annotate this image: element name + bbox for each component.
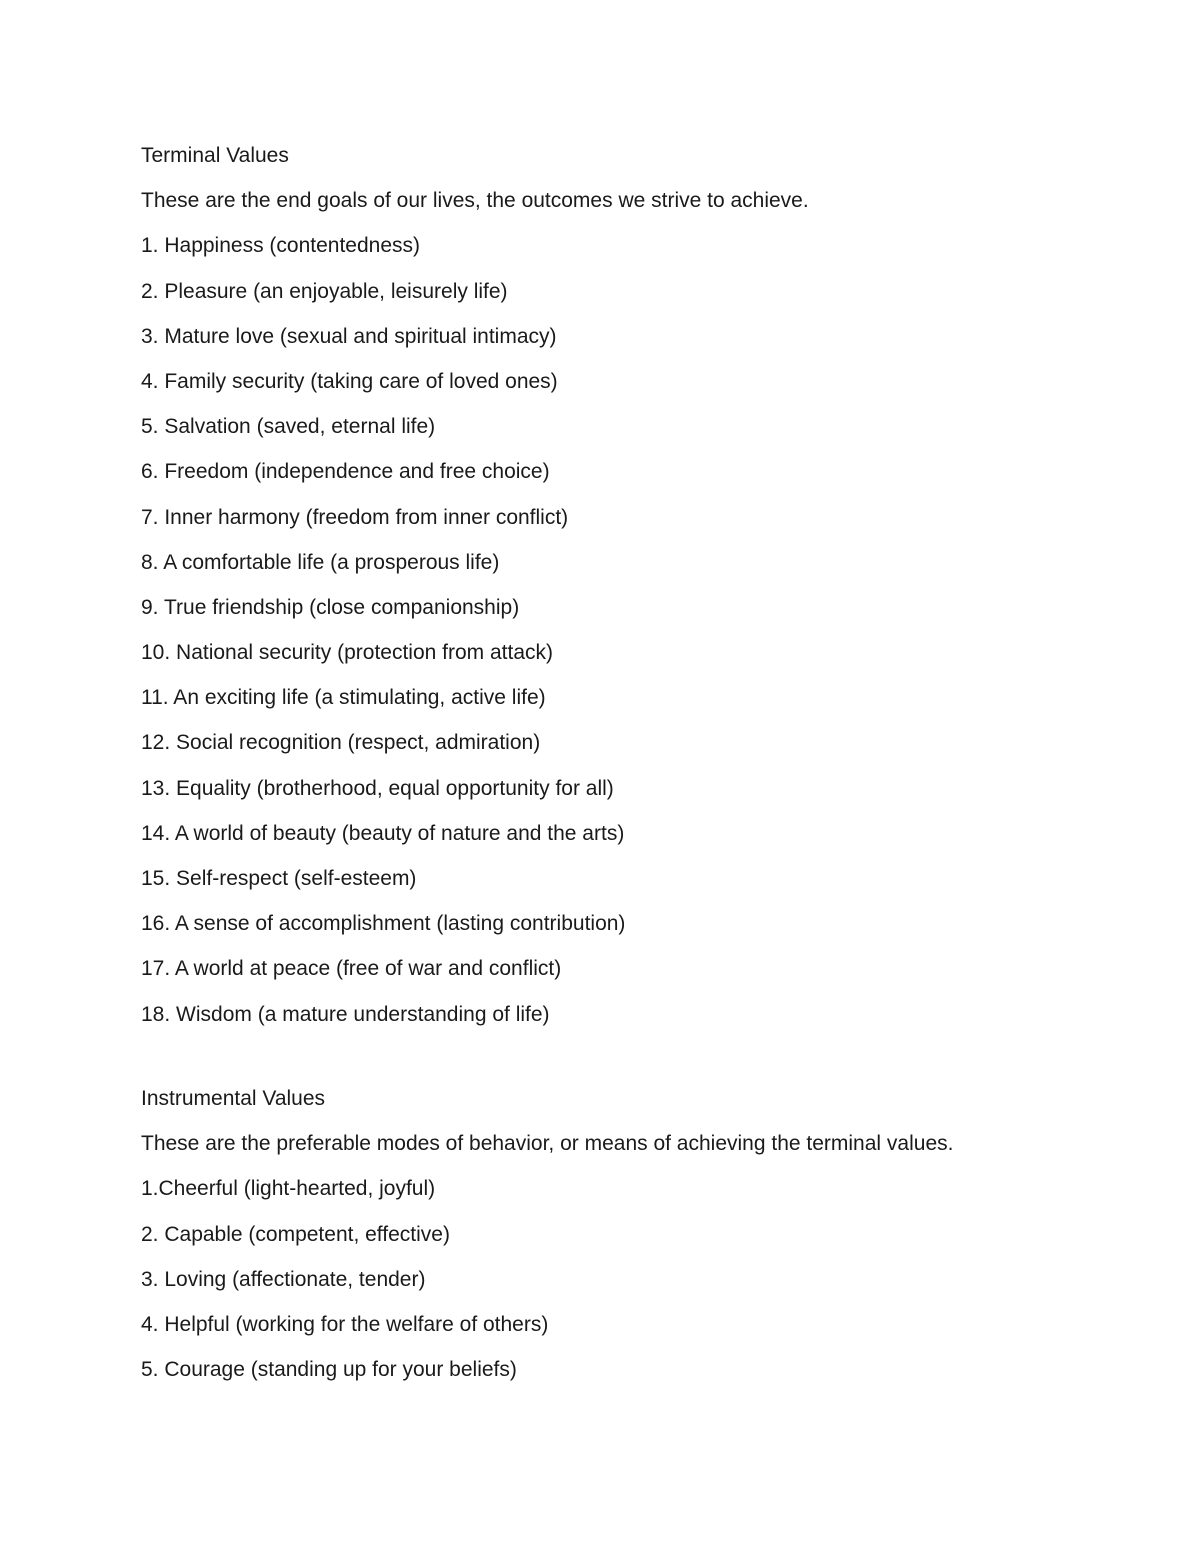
instrumental-values-section [141, 1085, 1121, 1401]
list-item: 15. Self-respect (self-esteem) [141, 867, 417, 890]
terminal-values-section [141, 142, 1121, 1046]
list-item: 11. An exciting life (a stimulating, active life) [141, 686, 546, 710]
list-item: 1. Happiness (contentedness) [141, 234, 420, 258]
list-item: 7. Inner harmony (freedom from inner conflict) [141, 505, 569, 529]
instrumental-values-heading: Instrumental Values [141, 1087, 326, 1110]
list-item: 10. National security (protection from attack) [141, 641, 554, 665]
list-item: 8. A comfortable life (a prosperous life) [141, 550, 500, 574]
list-item: 5. Salvation (saved, eternal life) [141, 415, 436, 439]
list-item: 1.Cheerful (light-hearted, joyful) [141, 1177, 436, 1201]
list-item: 17. A world at peace (free of war and conflict) [141, 957, 562, 981]
list-item: 3. Loving (affectionate, tender) [141, 1267, 426, 1291]
list-item: 4. Family security (taking care of loved ones) [141, 369, 558, 393]
instrumental-values-description: These are the preferable modes of behavior, or means of achieving the terminal values. [141, 1132, 954, 1156]
list-item: 9. True friendship (close companionship) [141, 595, 520, 619]
list-item: 4. Helpful (working for the welfare of others) [141, 1312, 549, 1336]
list-item: 13. Equality (brotherhood, equal opportunity for all) [141, 776, 614, 800]
list-item: 6. Freedom (independence and free choice) [141, 460, 550, 484]
terminal-values-list [141, 232, 1121, 1045]
terminal-values-description: These are the end goals of our lives, the outcomes we strive to achieve. [141, 189, 809, 213]
list-item: 3. Mature love (sexual and spiritual intimacy) [141, 324, 557, 348]
list-item: 5. Courage (standing up for your beliefs) [141, 1358, 517, 1382]
instrumental-values-list [141, 1175, 1121, 1401]
list-item: 18. Wisdom (a mature understanding of life) [141, 1002, 550, 1026]
list-item: 12. Social recognition (respect, admiration) [141, 731, 541, 755]
list-item: 14. A world of beauty (beauty of nature and the arts) [141, 821, 625, 845]
list-item: 2. Capable (competent, effective) [141, 1222, 450, 1246]
terminal-values-heading: Terminal Values [141, 144, 289, 167]
list-item: 2. Pleasure (an enjoyable, leisurely life) [141, 279, 508, 303]
list-item: 16. A sense of accomplishment (lasting contribution) [141, 912, 626, 936]
